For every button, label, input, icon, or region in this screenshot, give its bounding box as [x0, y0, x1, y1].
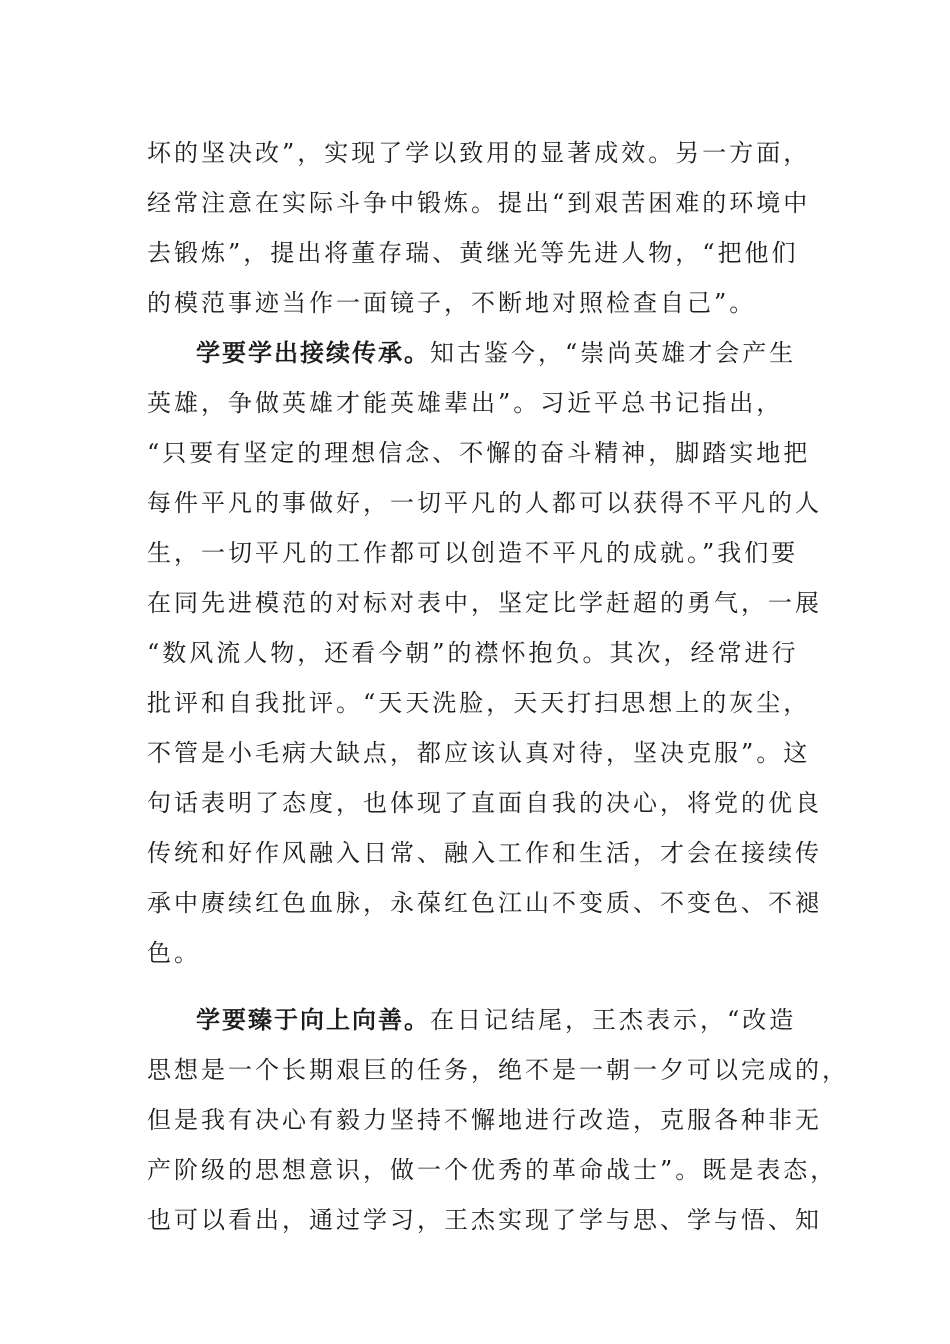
text-line: “数风流人物，还看今朝”的襟怀抱负。其次，经常进行 [147, 639, 799, 667]
text-line: 色。 [147, 939, 201, 967]
text-line: 的模范事迹当作一面镜子，不断地对照检查自己”。 [147, 289, 757, 317]
text-line: 坏的坚决改”，实现了学以致用的显著成效。另一方面， [147, 139, 811, 167]
paragraph-heading: 学要臻于向上向善。 [196, 1005, 430, 1034]
text-line: 不管是小毛病大缺点，都应该认真对待，坚决克服”。这 [147, 739, 811, 767]
text-line: “只要有坚定的理想信念、不懈的奋斗精神，脚踏实地把 [147, 439, 811, 467]
text-line: 句话表明了态度，也体现了直面自我的决心，将党的优良 [147, 789, 822, 817]
text-line: 传统和好作风融入日常、融入工作和生活，才会在接续传 [147, 839, 822, 867]
paragraph-heading: 学要学出接续传承。 [196, 338, 430, 367]
text-line: 批评和自我批评。“天天洗脸，天天打扫思想上的灰尘， [147, 689, 811, 717]
text-line: 思想是一个长期艰巨的任务，绝不是一朝一夕可以完成的， [147, 1056, 849, 1084]
text-line: 在同先进模范的对标对表中，坚定比学赶超的勇气，一展 [147, 589, 822, 617]
text-line: 产阶级的思想意识，做一个优秀的革命战士”。既是表态， [147, 1156, 838, 1184]
paragraph-text: 在日记结尾，王杰表示，“改造 [430, 1006, 797, 1034]
text-line: 每件平凡的事做好，一切平凡的人都可以获得不平凡的人 [147, 489, 822, 517]
paragraph-first-line [196, 328, 856, 378]
text-line: 经常注意在实际斗争中锻炼。提出“到艰苦困难的环境中 [147, 189, 811, 217]
text-line: 去锻炼”，提出将董存瑞、黄继光等先进人物，“把他们 [147, 239, 799, 267]
text-line: 也可以看出，通过学习，王杰实现了学与思、学与悟、知 [147, 1206, 822, 1234]
text-line: 英雄，争做英雄才能英雄辈出”。习近平总书记指出， [147, 389, 784, 417]
paragraph-text: 知古鉴今，“崇尚英雄才会产生 [430, 339, 797, 367]
text-line: 但是我有决心有毅力坚持不懈地进行改造，克服各种非无 [147, 1106, 822, 1134]
text-line: 生，一切平凡的工作都可以创造不平凡的成就。”我们要 [147, 539, 799, 567]
text-line: 承中赓续红色血脉，永葆红色江山不变质、不变色、不褪 [147, 889, 822, 917]
paragraph-first-line [196, 995, 856, 1045]
